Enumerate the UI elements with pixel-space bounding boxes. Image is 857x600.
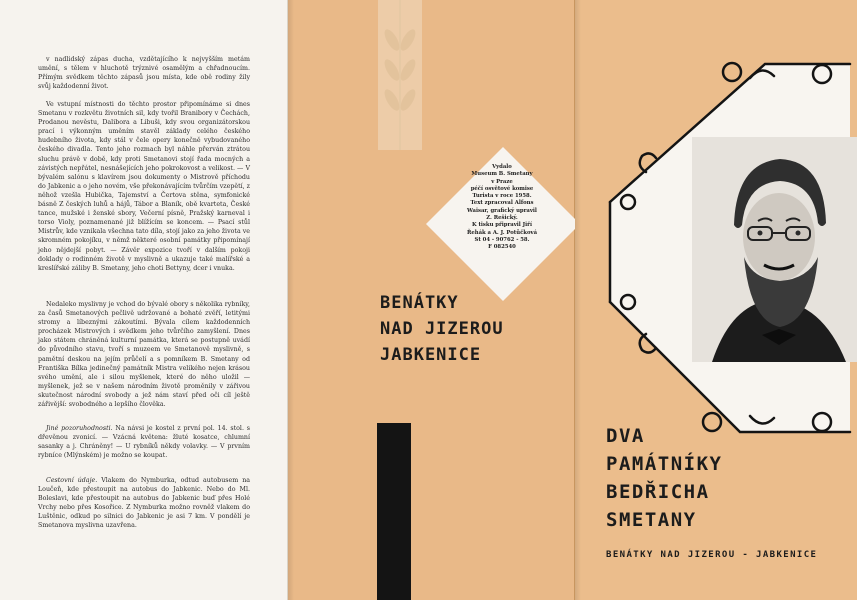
imprint-line: F 082540 xyxy=(488,244,516,251)
right-title-line: SMETANY xyxy=(606,509,697,531)
imprint-line: v Praze xyxy=(491,178,513,185)
imprint-line: Z. Rešický. xyxy=(486,215,518,222)
paragraph-intro: v nadlidský zápas ducha, vzdětajícího k nejvyšším metám umění, s tělem v hluchotě trýznivé osamělým a chřadnoucím. Přímým svědkem těchto zápasů jsou místa, kde obě rodiny žily svůj každodenní život. xyxy=(38,56,250,91)
paragraph-other-sights xyxy=(38,424,250,460)
imprint-line: Text zpracoval Alfons xyxy=(470,200,534,207)
middle-title-line: BENÁTKY xyxy=(380,293,459,313)
paragraph-exposition: Ve vstupní místnosti do těchto prostor připomínáme si dnes Smetanu v rozkvětu životních sil, kdy tvořil Branibory v Čechách, Prodanou nevěstu, Dalibora a Libuši, kdy svou organizátorskou prací i výkonným uměním stavěl základy celého českého hudebního života, kdy stál v čele opery konečně vybudovaného českého divadla. Tento jeho rozmach byl náhle přerván ztrátou sluchu právě v době, kdy proti Smetanovi stojí řada mocných a závistých nepřátel, nesnášejících jeho pokrokovost a velikost. — V bývalém salónu s klavírem jsou dokumenty o Mistrově příchodu do Jabkenic a o jeho novém, vše překonávajícím tvůrčím vzepětí, z něhož vzešla Hubička, Tajemství a Čertova stěna, symfonické básně Z českých luhů a hájů, Tábor a Blaník, obě kvarteta, České tance, mužské i ženské sbory, Večerní písně, Pražský karneval i torso Violy, poznamenané již blížícím se koncem. — Psací stůl Mistrův, kde vznikala všechna tato díla, stojí jako za jeho života ve skromném pokojíku, v němž některé osobní památky připomínají jeho nějdejší pobyt. — Závěr expozice tvoří v dalším pokoji doklady o rodinném životě v myslivně a ukazuje také malířské a kreslířské záliby B. Smetany, jeho choti Bettyny, dcer i vnuka. xyxy=(38,101,250,272)
imprint-line: péčí osvětové komise xyxy=(470,185,534,192)
imprint-line: St 04 - 90762 - 58. xyxy=(474,236,530,243)
other-sights-text: Na návsi je kostel z první pol. 14. stol. s dřevěnou zvonicí. — Vzácná květena: žluté kosatce, chlumní sasanky a j. Chráněny! — U rybníků někdy volavky. — V prvním rybníce (Mlýnském) je možno se koupat. xyxy=(38,425,250,460)
other-sights-lead: Jiné pozoruhodnosti. xyxy=(46,425,113,432)
imprint-line: Museum B. Smetany xyxy=(471,171,533,178)
middle-title-line: NAD JIZEROU xyxy=(380,319,504,339)
travel-text: Vlakem do Nymburka, odtud autobusem na Loučeň, kde přestoupit na autobus do Jabkenic. Nebo do Ml. Boleslavi, kde přestoupit na autobus do Jabkenic buď přes Holé Vrchy nebo přes Kosořice. Z Nymburka možno rovněž vlakem do Luštěnic, odkud po silnici do Jabkenic je asi 7 km. V pondělí je Smetanova myslivna uzavřena. xyxy=(38,477,250,530)
right-title-line: DVA xyxy=(606,425,645,447)
imprint-line: Řehák a A. J. Potůčková xyxy=(466,229,538,236)
fold-shadow-left xyxy=(288,0,294,600)
wheat-ear-icon xyxy=(370,0,430,150)
right-title xyxy=(606,422,722,534)
imprint-line: Waisar, grafický upravil xyxy=(467,207,537,214)
imprint-block xyxy=(452,164,552,252)
travel-lead: Cestovní údaje. xyxy=(46,477,98,484)
portrait-image xyxy=(692,137,857,362)
right-subtitle: BENÁTKY NAD JIZEROU - JABKENICE xyxy=(606,550,818,560)
middle-title-line: JABKENICE xyxy=(380,345,482,365)
imprint-line: K tisku připravil Jiří xyxy=(472,222,532,229)
imprint-line: Turista v roce 1958. xyxy=(472,193,532,200)
right-title-line: BEDŘICHA xyxy=(606,481,710,503)
right-title-line: PAMÁTNÍKY xyxy=(606,453,723,475)
black-bar xyxy=(377,423,411,600)
middle-title xyxy=(380,290,504,368)
paragraph-travel xyxy=(38,476,250,531)
imprint-line: Vydalo xyxy=(492,164,512,170)
fold-shadow-right xyxy=(575,0,581,600)
paragraph-obora: Nedaleko myslivny je vchod do bývalé obory s několika rybníky, za časů Smetanových pečlivě udržované a bohaté zvěří, letitými stromy a líbeznými zákoutími. Bývala cílem každodenních procházek Mistrových i svědkem jeho tvůrčího zamyšlení. Dnes jako státem chráněná kulturní památka, která se postupně uvádí do původního stavu, tvoří s muzeem ve Smetanově myslivně, s pamětní deskou na jejím průčelí a s pomníkem B. Smetany od Františka Bílka jedinečný památník Mistra velikého nejen krásou svého umění, ale i silou myšlenek, které do něho uložil — myšlenek, jež se v našem národním životě proměnily v zářivou skutečnost národní svobody a jež nám staví před oči cíl ještě zářivější: svobodného a lepšího člověka. xyxy=(38,301,250,409)
